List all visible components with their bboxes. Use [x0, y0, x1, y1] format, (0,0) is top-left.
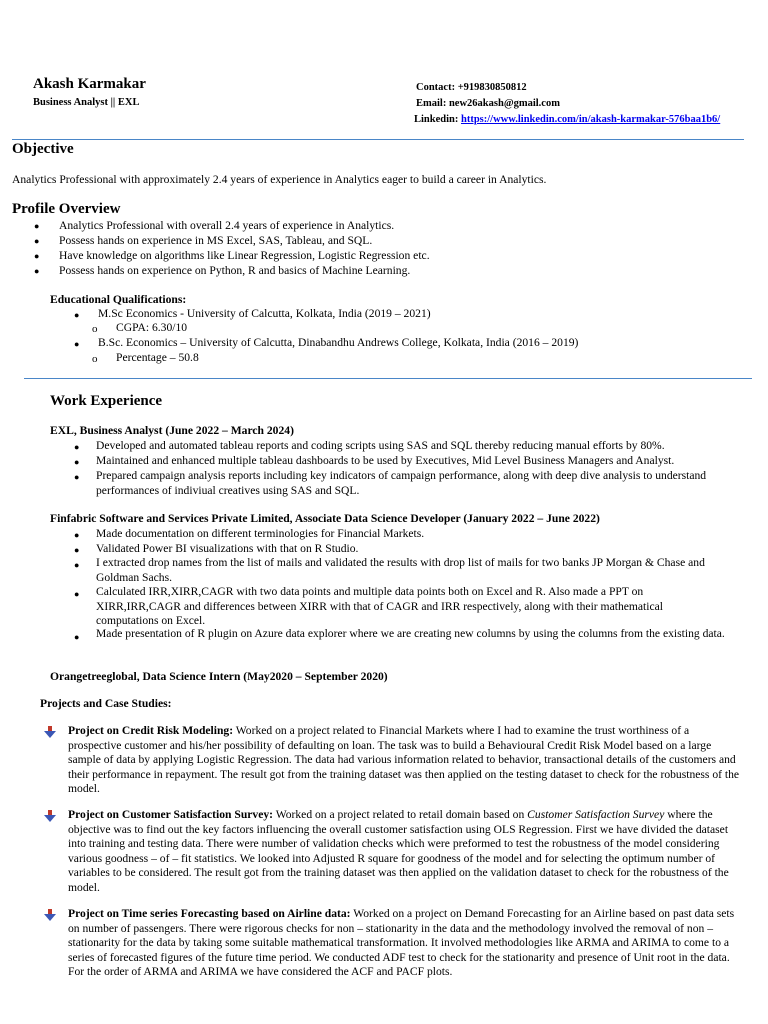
bullet-icon: ● — [74, 472, 80, 482]
project-item — [68, 808, 744, 896]
arrow-down-bullet-icon — [44, 810, 56, 822]
project-title: Project on Time series Forecasting based on Airline data: — [68, 907, 351, 920]
contact-line — [416, 81, 527, 96]
candidate-name: Akash Karmakar — [33, 76, 146, 92]
work-heading: Work Experience — [50, 393, 163, 409]
linkedin-line — [414, 113, 720, 128]
project-body: Worked on a project on Demand Forecasting for an Airline based on past data sets on number of passengers. There were rigorous checks for non – stationarity in the data and the methodology involved the removal of non –stationarity for the data by taking some suitable mathematical transformation. It involved methodologies like ARMA and ARIMA to come to a series of forecasted figures of the future time period. We conducted ADF test to check for the stationarity and presence of Unit root in the data. For the order of ARMA and ARIMA we have considered the ACF and PACF plots. — [68, 907, 735, 979]
profile-item: Have knowledge on algorithms like Linear Regression, Logistic Regression etc. — [59, 249, 430, 262]
bullet-icon: ● — [74, 457, 80, 467]
profile-item: Possess hands on experience on Python, R and basics of Machine Learning. — [59, 264, 411, 277]
circle-bullet-icon: o — [92, 353, 98, 365]
circle-bullet-icon: o — [92, 323, 98, 335]
job-bullet: Calculated IRR,XIRR,CAGR with two data points and multiple data points both on Excel and R. Also made a PPT on XIRR,IRR,CAGR and differences between XIRR with that of CAGR and IRR respectively, along with their mathematical computations on Excel. — [96, 585, 664, 628]
job-bullet: I extracted drop names from the list of mails and validated the results with drop list of mails for two banks JP Morgan & Chase and Goldman Sachs. — [96, 556, 705, 584]
job-bullet: Made presentation of R plugin on Azure data explorer where we are creating new columns by using the columns from the existing data. — [96, 627, 725, 640]
bullet-icon: ● — [74, 339, 80, 349]
email-line — [416, 97, 560, 112]
education-degree: B.Sc. Economics – University of Calcutta, Dinabandhu Andrews College, Kolkata, India (2016 – 2019) — [98, 336, 579, 349]
profile-item: Analytics Professional with overall 2.4 years of experience in Analytics. — [59, 219, 395, 232]
linkedin-link[interactable]: https://www.linkedin.com/in/akash-karmakar-576baa1b6/ — [460, 114, 721, 125]
profile-item: Possess hands on experience in MS Excel, SAS, Tableau, and SQL. — [59, 234, 373, 247]
section-divider — [24, 378, 752, 379]
objective-text: Analytics Professional with approximately 2.4 years of experience in Analytics eager to build a career in Analytics. — [12, 173, 547, 186]
education-detail: Percentage – 50.8 — [116, 351, 199, 364]
email-address: new26akash@gmail.com — [448, 98, 560, 109]
project-item — [68, 724, 744, 797]
bullet-icon: ● — [74, 632, 80, 642]
bullet-icon: ● — [74, 560, 80, 570]
contact-label: Contact: — [416, 82, 456, 93]
job-bullet: Made documentation on different terminologies for Financial Markets. — [96, 527, 425, 540]
project-title: Project on Customer Satisfaction Survey: — [68, 808, 274, 821]
job-bullet: Validated Power BI visualizations with that on R Studio. — [96, 542, 359, 555]
bullet-icon: ● — [34, 236, 40, 246]
candidate-title: Business Analyst || EXL — [33, 97, 140, 108]
contact-phone: +919830850812 — [457, 82, 527, 93]
project-body: Worked on a project related to Financial Markets where I had to examine the trust worthiness of a prospective customer and his/her possibility of defaulting on loan. The task was to build a Behavioural Credit Risk Model based on a large sample of data by applying Logistic Regression. The data had various information related to behavior, transactional details of the customers and their performance in repayment. The result got from the training dataset was then applied on the testing dataset to check for the robustness of the model. — [68, 724, 740, 796]
project-body-emphasis: Customer Satisfaction Survey — [527, 808, 665, 821]
bullet-icon: ● — [74, 545, 80, 555]
bullet-icon: ● — [74, 310, 80, 320]
project-item — [68, 907, 744, 980]
profile-heading: Profile Overview — [12, 201, 121, 217]
objective-heading: Objective — [12, 141, 74, 157]
projects-heading: Projects and Case Studies: — [40, 697, 172, 710]
project-title: Project on Credit Risk Modeling: — [68, 724, 234, 737]
job-title: Finfabric Software and Services Private Limited, Associate Data Science Developer (January 2022 – June 2022) — [50, 512, 600, 525]
linkedin-label: Linkedin: — [414, 114, 459, 125]
education-heading: Educational Qualifications: — [50, 293, 187, 306]
header-divider — [12, 139, 744, 140]
bullet-icon: ● — [74, 530, 80, 540]
job-bullet: Maintained and enhanced multiple tableau dashboards to be used by Executives, Mid Level Business Managers and Analyst. — [96, 454, 675, 467]
education-degree: M.Sc Economics - University of Calcutta, Kolkata, India (2019 – 2021) — [98, 307, 431, 320]
bullet-icon: ● — [74, 589, 80, 599]
bullet-icon: ● — [34, 251, 40, 261]
email-label: Email: — [416, 98, 447, 109]
education-detail: CGPA: 6.30/10 — [116, 321, 188, 334]
bullet-icon: ● — [34, 266, 40, 276]
bullet-icon: ● — [34, 221, 40, 231]
job-bullet: Developed and automated tableau reports and coding scripts using SAS and SQL thereby reducing manual efforts by 80%. — [96, 439, 665, 452]
bullet-icon: ● — [74, 442, 80, 452]
arrow-down-bullet-icon — [44, 726, 56, 738]
job-title: Orangetreeglobal, Data Science Intern (May2020 – September 2020) — [50, 670, 388, 683]
project-body: where the objective was to find out the key factors influencing the overall customer satisfaction using OLS Regression. First we have divided the dataset into training and testing data. There were number of validation checks which were preformed to test the robustness of the model considering various goodness – of – fit statistics. We looked into Adjusted R square for goodness of the model and for selecting the optimum number of variables to be considered. The result got from the training dataset was then applied on the validation dataset to check for the robustness of the model. — [68, 808, 729, 894]
project-body-pre: Worked on a project related to retail domain based on — [273, 808, 528, 821]
arrow-down-bullet-icon — [44, 909, 56, 921]
job-bullet: Prepared campaign analysis reports including key indicators of campaign performance, along with deep dive analysis to understand performances of indiviual creatives using SAS and SQL. — [96, 469, 707, 497]
job-title: EXL, Business Analyst (June 2022 – March 2024) — [50, 424, 294, 437]
